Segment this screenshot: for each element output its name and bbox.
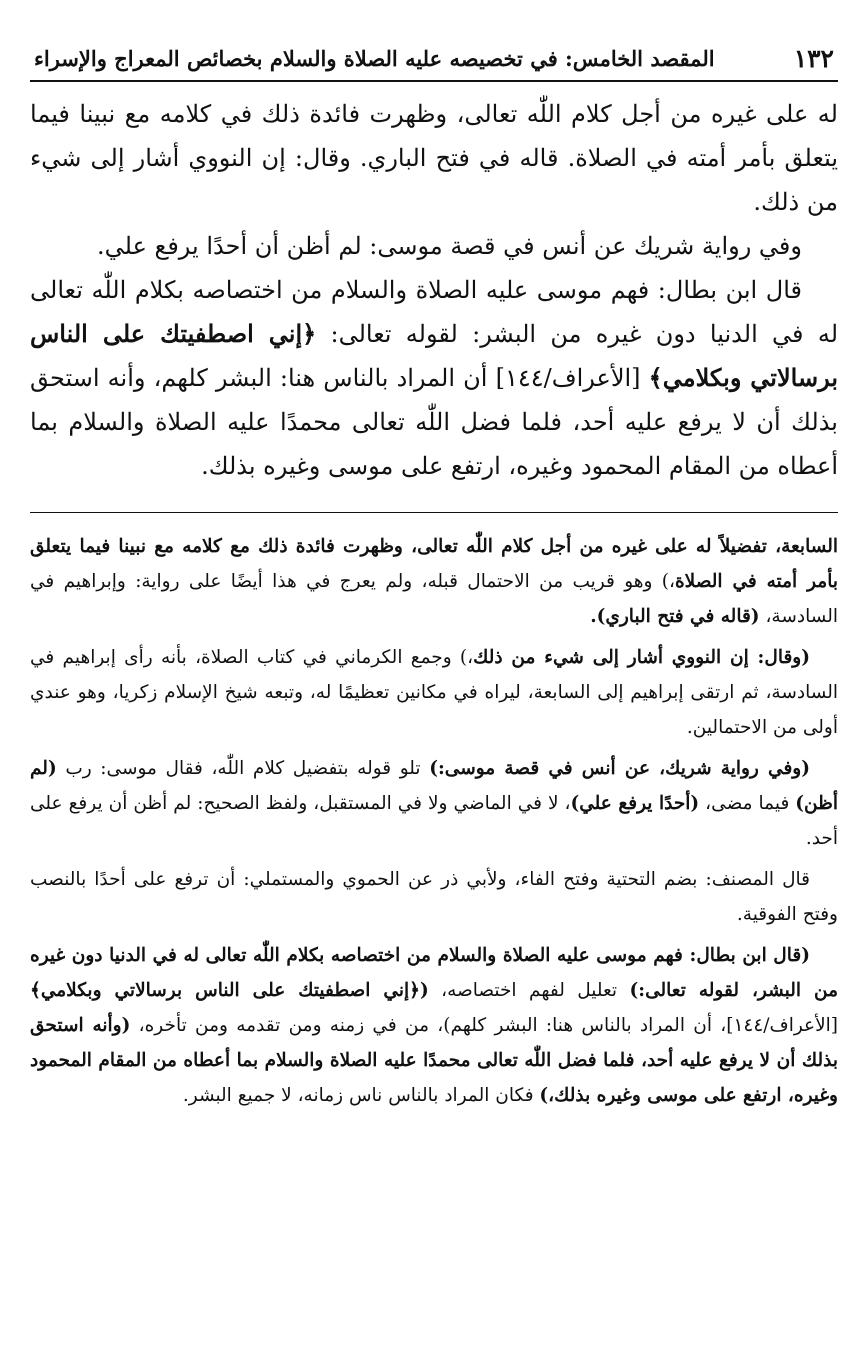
- chapter-title: المقصد الخامس: في تخصيصه عليه الصلاة والسلام بخصائص المعراج والإسراء: [34, 46, 715, 71]
- running-header: [30, 44, 838, 82]
- main-text: [30, 92, 838, 488]
- commentary-paragraph-1: [30, 529, 838, 634]
- commentary-5-quote-3: (وأنه استحق بذلك أن لا يرفع عليه أحد، فلما فضل اللّٰه تعالى محمدًا عليه الصلاة والسلام بما أعطاه من المقام المحمود وغيره، ارتفع على موسى وغيره بذلك،): [30, 1015, 838, 1106]
- commentary-3-quote-2: (لم أظن): [30, 758, 838, 814]
- commentary-5-quran-verse: (﴿إني اصطفيتك على الناس برسالاتي وبكلامي﴾: [30, 980, 429, 1001]
- commentary-5-text: تعليل لفهم اختصاصه،: [428, 980, 630, 1001]
- commentary-divider: [30, 512, 838, 513]
- commentary-paragraph-3: [30, 751, 838, 856]
- commentary-1-quote-2: (قاله في فتح الباري).: [590, 606, 760, 627]
- commentary-5-quote: (قال ابن بطال: فهم موسى عليه الصلاة والسلام من اختصاصه بكلام اللّٰه تعالى له في الدنيا دون غيره من البشر، لقوله تعالى:): [30, 945, 838, 1001]
- main-paragraph-3-intro: قال ابن بطال: فهم موسى عليه الصلاة والسلام من اختصاصه بكلام اللّٰه تعالى له في الدنيا دون غيره من البشر: لقوله تعالى:: [30, 276, 839, 348]
- main-paragraph-3: [30, 268, 838, 488]
- commentary-5-text-2: [الأعراف/١٤٤]، أن المراد بالناس هنا: البشر كلهم)، من في زمنه ومن تقدمه ومن تأخره،: [130, 1015, 838, 1036]
- commentary-3-quote: (وفي رواية شريك، عن أنس في قصة موسى:): [429, 758, 810, 779]
- main-paragraph-3-rest: [الأعراف/١٤٤] أن المراد بالناس هنا: البشر كلهم، وأنه استحق بذلك أن لا يرفع عليه أحد، فلما فضل اللّٰه تعالى محمدًا عليه الصلاة والسلام بما أعطاه من المقام المحمود وغيره، ارتفع على موسى وغيره بذلك.: [30, 364, 838, 480]
- commentary-5-text-3: فكان المراد بالناس ناس زمانه، لا جميع البشر.: [182, 1085, 540, 1106]
- commentary-2-quote: (وقال: إن النووي أشار إلى شيء من ذلك: [473, 647, 810, 668]
- commentary-1-text: ،) وهو قريب من الاحتمال قبله، ولم يعرج في هذا أيضًا على رواية: وإبراهيم في السادسة،: [30, 571, 838, 627]
- commentary: [30, 529, 838, 1113]
- page-number: ١٣٢: [793, 44, 834, 73]
- commentary-3-text: تلو قوله بتفضيل كلام اللّٰه، فقال موسى: رب: [56, 758, 430, 779]
- main-paragraph-1: له على غيره من أجل كلام اللّٰه تعالى، وظهرت فائدة ذلك في كلامه مع نبينا فيما يتعلق بأمر أمته في الصلاة. قاله في فتح الباري. وقال: إن النووي أشار إلى شيء من ذلك.: [30, 100, 838, 216]
- commentary-1-quote: السابعة، تفضيلاً له على غيره من أجل كلام اللّٰه تعالى، وظهرت فائدة ذلك مع كلامه مع نبينا فيما يتعلق بأمر أمته في الصلاة: [30, 536, 838, 592]
- main-paragraph-2: وفي رواية شريك عن أنس في قصة موسى: لم أظن أن أحدًا يرفع علي.: [97, 232, 802, 260]
- commentary-paragraph-4: قال المصنف: بضم التحتية وفتح الفاء، ولأبي ذر عن الحموي والمستملي: أن ترفع على أحدًا بالنصب وفتح الفوقية.: [30, 869, 838, 925]
- quran-verse: ﴿إني اصطفيتك على الناس برسالاتي وبكلامي﴾: [30, 319, 839, 392]
- commentary-paragraph-5: [30, 938, 838, 1113]
- commentary-3-quote-3: (أحدًا يرفع علي): [570, 793, 700, 814]
- commentary-3-text-2: فيما مضى،: [699, 793, 796, 814]
- commentary-paragraph-2: [30, 640, 838, 745]
- commentary-2-text: ،) وجمع الكرماني في كتاب الصلاة، بأنه رأى إبراهيم في السادسة، ثم ارتقى إبراهيم إلى السابعة، ليراه في مكانين تعظيمًا له، وتبعه شيخ الإسلام زكريا، وهو عندي أولى من الاحتمالين.: [30, 647, 838, 738]
- commentary-3-text-3: ، لا في الماضي ولا في المستقبل، ولفظ الصحيح: لم أظن أن يرفع على أحد.: [30, 793, 838, 849]
